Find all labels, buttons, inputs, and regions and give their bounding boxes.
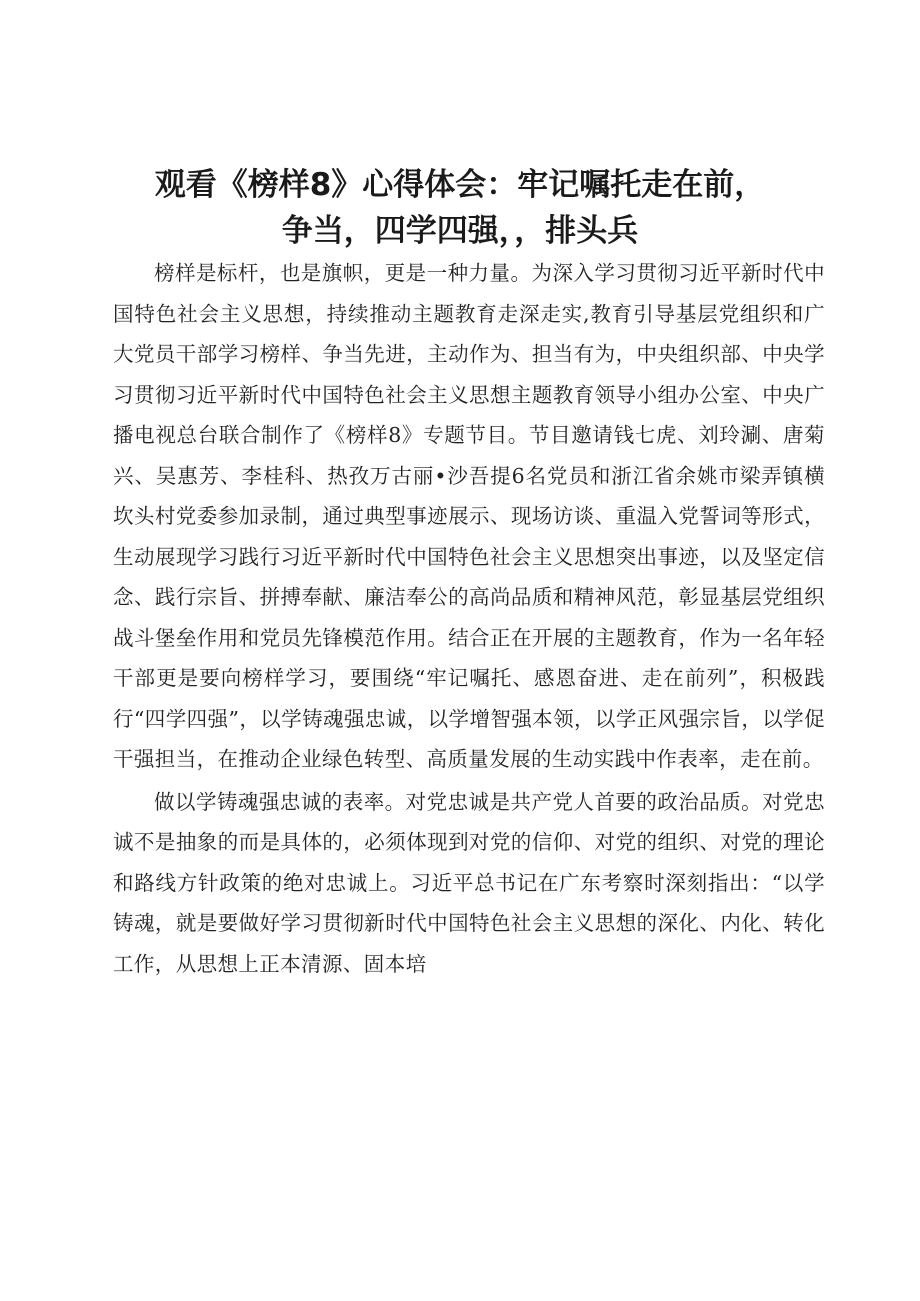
document-title	[100, 162, 820, 254]
title-line-1: 观看《榜样8》心得体会：牢记嘱托走在前，	[154, 167, 766, 203]
paragraph-loyalty: 做以学铸魂强忠诚的表率。对党忠诚是共产党人首要的政治品质。对党忠诚不是抽象的而是具体的，必须体现到对党的信仰、对党的组织、对党的理论和路线方针政策的绝对忠诚上。习近平总书记在广东考察时深刻指出：“以学铸魂，就是要做好学习贯彻新时代中国特色社会主义思想的深化、内化、转化工作，从思想上正本清源、固本培	[113, 789, 825, 976]
title-line-2: 争当，四学四强，，排头兵	[281, 213, 639, 249]
document-body	[113, 253, 825, 984]
paragraph-intro: 榜样是标杆，也是旗帜，更是一种力量。为深入学习贯彻习近平新时代中国特色社会主义思想，持续推动主题教育走深走实,教育引导基层党组织和广大党员干部学习榜样、争当先进，主动作为、担当有为，中央组织部、中央学习贯彻习近平新时代中国特色社会主义思想主题教育领导小组办公室、中央广播电视总台联合制作了《榜样8》专题节目。节目邀请钱七虎、刘玲涮、唐菊兴、吴惠芳、李桂科、热孜万古丽•沙吾提6名党员和浙江省余姚市梁弄镇横坎头村党委参加录制，通过典型事迹展示、现场访谈、重温入党誓词等形式，生动展现学习践行习近平新时代中国特色社会主义思想突出事迹，以及坚定信念、践行宗旨、拼搏奉献、廉洁奉公的高尚品质和精神风范，彰显基层党组织战斗堡垒作用和党员先锋模范作用。结合正在开展的主题教育，作为一名年轻干部更是要向榜样学习，要围绕“牢记嘱托、感恩奋进、走在前列”，积极践行“四学四强”，以学铸魂强忠诚，以学增智强本领，以学正风强宗旨，以学促干强担当，在推动企业绿色转型、高质量发展的生动实践中作表率，走在前。	[113, 261, 825, 771]
